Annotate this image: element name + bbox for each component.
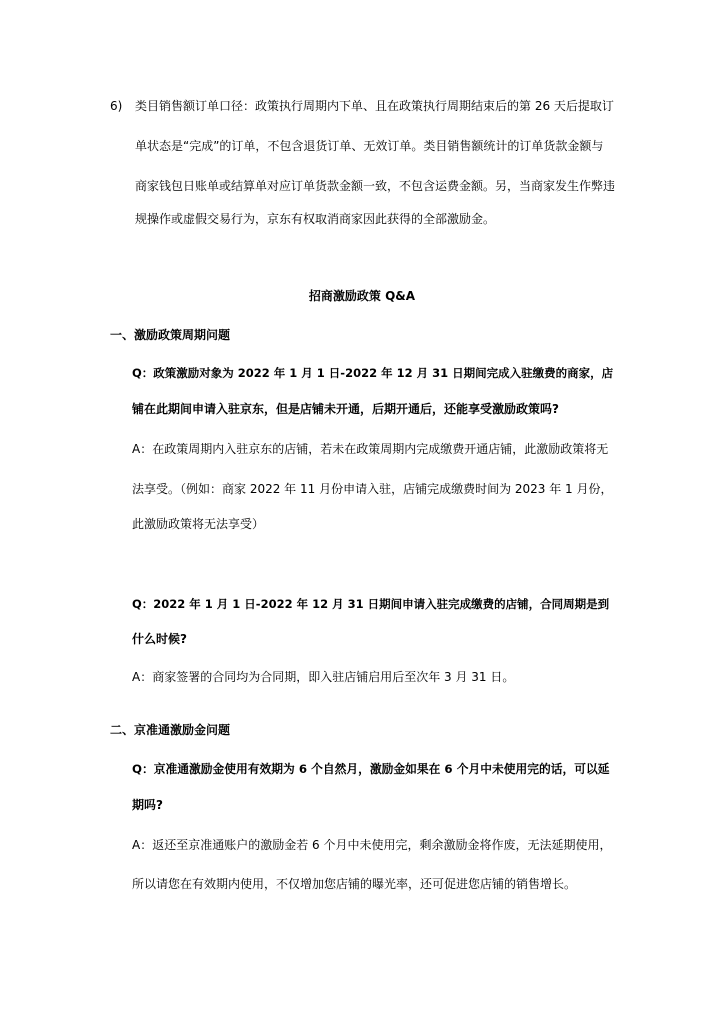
note-line: 规操作或虚假交易行为，京东有权取消商家因此获得的全部激励金。 <box>135 212 496 226</box>
list-number: 6) <box>110 99 123 113</box>
answer-line: A：返还至京准通账户的激励金若 6 个月中未使用完，剩余激励金将作废，无法延期使用， <box>132 838 612 852</box>
answer-line: A：在政策周期内入驻京东的店铺，若未在政策周期内完成缴费开通店铺，此激励政策将无 <box>132 442 609 456</box>
answer-line: 所以请您在有效期内使用，不仅增加您店铺的曝光率，还可促进您店铺的销售增长。 <box>132 877 577 891</box>
question-line: Q：政策激励对象为 2022 年 1 月 1 日-2022 年 12 月 31 日期间完成入驻缴费的商家，店 <box>132 366 614 380</box>
qa-title: 招商激励政策 Q&A <box>308 289 416 303</box>
answer-line: 此激励政策将无法享受） <box>132 517 265 531</box>
answer-line: 法享受。（例如：商家 2022 年 11 月份申请入驻，店铺完成缴费时间为 2023 年 1 月份， <box>132 482 613 496</box>
question-line: Q：2022 年 1 月 1 日-2022 年 12 月 31 日期间申请入驻完成缴费的店铺，合同周期是到 <box>132 597 610 611</box>
question-line: 期吗? <box>132 798 163 812</box>
note-line: 单状态是“完成”的订单，不包含退货订单、无效订单。类目销售额统计的订单货款金额与 <box>135 139 604 153</box>
section-heading: 一、激励政策周期问题 <box>110 328 231 342</box>
note-line: 类目销售额订单口径：政策执行周期内下单、且在政策执行周期结束后的第 26 天后提取订 <box>135 99 614 113</box>
question-line: 什么时候? <box>132 632 187 646</box>
question-line: 铺在此期间申请入驻京东，但是店铺未开通，后期开通后，还能享受激励政策吗? <box>132 402 559 416</box>
section-heading: 二、京准通激励金问题 <box>110 723 231 737</box>
note-line: 商家钱包日账单或结算单对应订单货款金额一致，不包含运费金额。另，当商家发生作弊违 <box>135 179 616 193</box>
answer-line: A：商家签署的合同均为合同期，即入驻店铺启用后至次年 3 月 31 日。 <box>132 670 515 684</box>
question-line: Q：京准通激励金使用有效期为 6 个自然月，激励金如果在 6 个月中未使用完的话，可以延 <box>132 762 610 776</box>
